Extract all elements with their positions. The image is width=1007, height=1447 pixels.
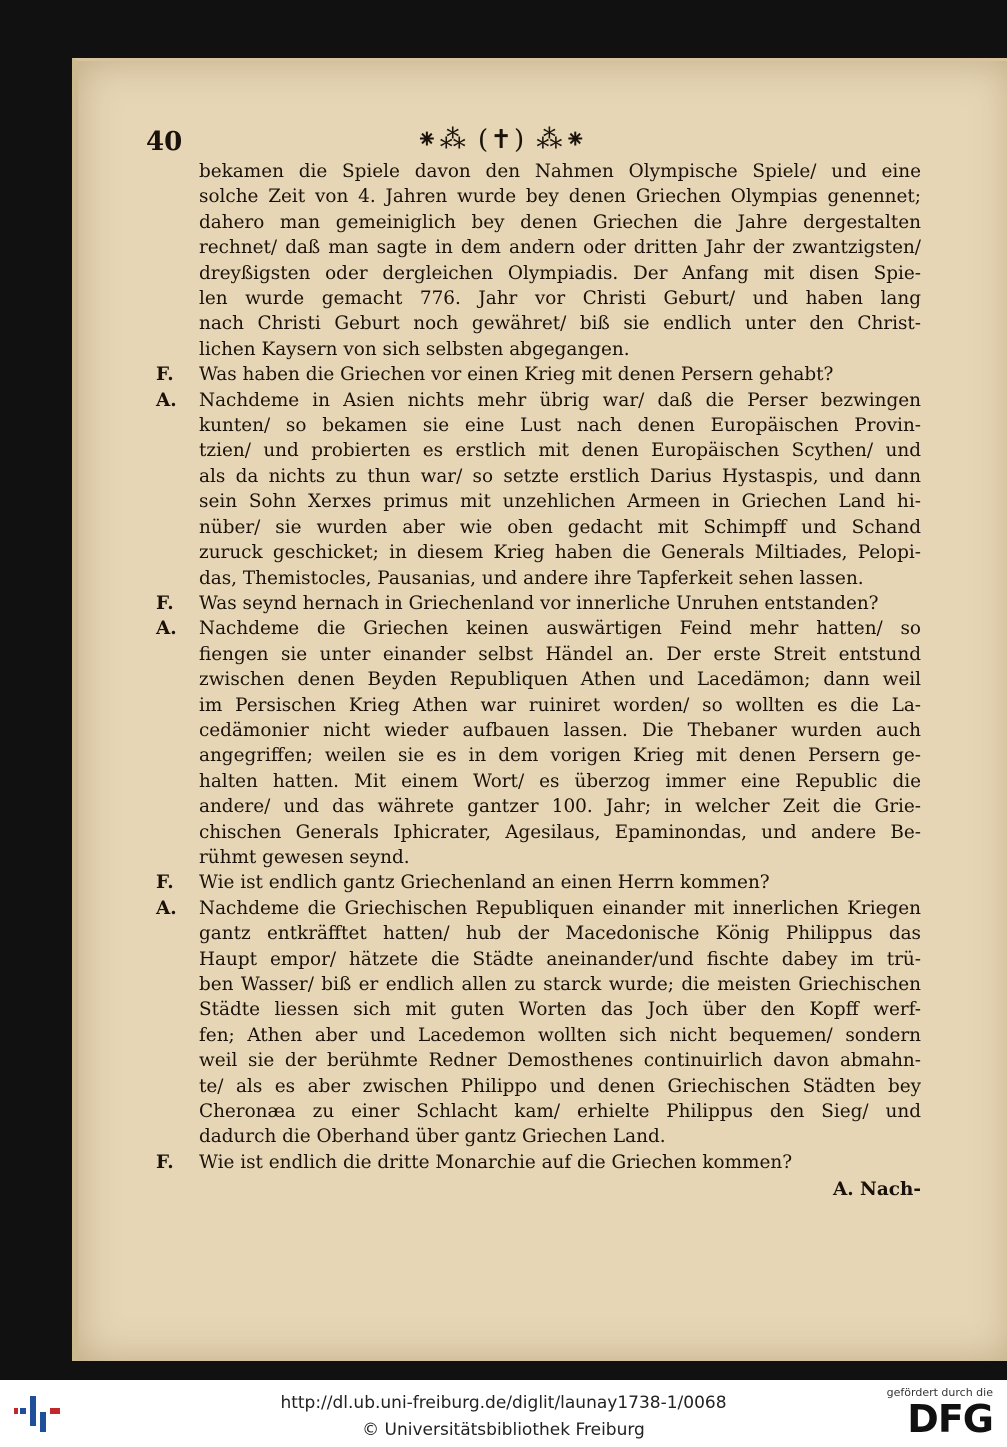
dfg-logo — [883, 1386, 993, 1442]
text-line: te/ als es aber zwischen Philippo und denen Griechischen Städten bey — [199, 1075, 921, 1097]
text-line: andere/ und das währete gantzer 100. Jahr; in welcher Zeit die Grie- — [199, 796, 921, 818]
text-line: ben Wasser/ biß er endlich allen zu starck wurde; die meisten Griechischen — [199, 974, 921, 995]
line-text: Was haben die Griechen vor einen Krieg mit denen Persern gehabt? — [199, 364, 834, 386]
question-line — [156, 870, 921, 895]
header-ornament: ⁕⁂ (✝) ⁂⁕ — [416, 125, 589, 155]
text-line: angegriffen; weilen sie es in dem vorigen Krieg mit denen Persern ge- — [199, 745, 921, 767]
question-marker: F. — [156, 872, 174, 894]
viewer-footer — [0, 1380, 1007, 1447]
text-line: Haupt empor/ hätzete die Städte aneinander/und fischte dabey im trü- — [199, 948, 921, 970]
line-text: Wie ist endlich gantz Griechenland an einen Herrn kommen? — [199, 872, 770, 894]
text-line: cedämonier nicht wieder aufbauen lassen. Die Thebaner wurden auch — [199, 719, 921, 741]
text-line: weil sie der berühmte Redner Demosthenes continuirlich davon abmahn- — [199, 1050, 921, 1072]
answer-line — [156, 616, 921, 641]
text-line: rühmt gewesen seynd. — [199, 846, 410, 868]
text-line: dahero man gemeiniglich bey denen Griechen die Jahre dergestalten — [199, 211, 921, 233]
page-number: 40 — [146, 127, 183, 157]
text-line: sein Sohn Xerxes primus mit unzehlichen Armeen in Griechen Land hi- — [199, 491, 921, 513]
text-line: gantz entkräfftet hatten/ hub der Macedonische König Philippus das — [199, 923, 921, 945]
question-marker: F. — [156, 1151, 174, 1173]
text-line: chischen Generals Iphicrater, Agesilaus, Epaminondas, und andere Be- — [199, 821, 921, 843]
text-line: nüber/ sie wurden aber wie oben gedacht mit Schimpff und Schand — [199, 516, 921, 538]
text-line: kunten/ so bekamen sie eine Lust nach denen Europäischen Provin- — [199, 415, 921, 437]
text-line: Städte liessen sich mit guten Worten das Joch über den Kopff werf- — [199, 999, 921, 1021]
text-line: zuruck geschicket; in diesem Krieg haben die Generals Miltiades, Pelopi- — [199, 542, 921, 564]
line-text: Was seynd hernach in Griechenland vor innerliche Unruhen entstanden? — [199, 592, 879, 614]
question-marker: F. — [156, 592, 174, 614]
text-line: dreyßigsten oder dergleichen Olympiadis. Der Anfang mit disen Spie- — [199, 262, 921, 284]
text-line: rechnet/ daß man sagte in dem andern oder dritten Jahr der zwantzigsten/ — [199, 237, 921, 259]
page-header — [146, 123, 926, 163]
text-line: dadurch die Oberhand über gantz Griechen Land. — [199, 1126, 666, 1148]
text-line: als da nichts zu thun war/ so setzte erstlich Darius Hystaspis, und dann — [199, 465, 921, 487]
text-line: solche Zeit von 4. Jahren wurde bey denen Griechen Olympias genennet; — [199, 186, 921, 208]
page-body-text — [156, 159, 921, 1203]
text-line: tzien/ und probierten es erstlich mit denen Europäischen Scythen/ und — [199, 440, 921, 462]
answer-line — [156, 896, 921, 921]
text-line: im Persischen Krieg Athen war ruiniret worden/ so wollten es die La- — [199, 694, 921, 716]
text-line: das, Themistocles, Pausanias, und andere ihre Tapferkeit sehen lassen. — [199, 567, 864, 589]
line-text: Nachdeme in Asien nichts mehr übrig war/ daß die Perser bezwingen — [199, 389, 921, 411]
question-marker: F. — [156, 364, 174, 386]
text-line: nach Christi Geburt noch gewähret/ biß sie endlich unter den Christ- — [199, 313, 921, 335]
text-line: Cheronæa zu einer Schlacht kam/ erhielte Philippus den Sieg/ und — [199, 1101, 921, 1123]
text-line: halten hatten. Mit einem Wort/ es überzog immer eine Republic die — [199, 770, 921, 792]
line-text: Wie ist endlich die dritte Monarchie auf die Griechen kommen? — [199, 1151, 793, 1173]
question-line — [156, 591, 921, 616]
line-text: Nachdeme die Griechischen Republiquen einander mit innerlichen Kriegen — [199, 897, 921, 919]
text-line: lichen Kaysern von sich selbsten abgegangen. — [199, 338, 630, 360]
book-page — [72, 58, 1007, 1361]
document-url-link[interactable]: http://dl.ub.uni-freiburg.de/diglit/launay1738-1/0068 — [280, 1393, 727, 1413]
text-line: len wurde gemacht 776. Jahr vor Christi Geburt/ und haben lang — [199, 288, 921, 310]
copyright-text: © Universitätsbibliothek Freiburg — [362, 1420, 645, 1440]
catchword: A. Nach- — [832, 1179, 921, 1201]
answer-marker: A. — [156, 897, 177, 919]
text-line: fen; Athen aber und Lacedemon wollten sich nicht bequemen/ sondern — [199, 1024, 921, 1046]
answer-marker: A. — [156, 618, 177, 640]
question-line — [156, 362, 921, 387]
question-line — [156, 1150, 921, 1175]
line-text: Nachdeme die Griechen keinen auswärtigen Feind mehr hatten/ so — [199, 618, 921, 640]
text-line: bekamen die Spiele davon den Nahmen Olympische Spiele/ und eine — [199, 161, 921, 182]
answer-marker: A. — [156, 389, 177, 411]
text-line: zwischen denen Beyden Republiquen Athen und Lacedämon; dann weil — [199, 669, 921, 691]
answer-line — [156, 388, 921, 413]
dfg-logo-text: DFG — [907, 1397, 993, 1441]
dfg-caption: gefördert durch die — [886, 1386, 993, 1399]
text-line: fiengen sie unter einander selbst Händel an. Der erste Streit entstund — [199, 643, 921, 665]
